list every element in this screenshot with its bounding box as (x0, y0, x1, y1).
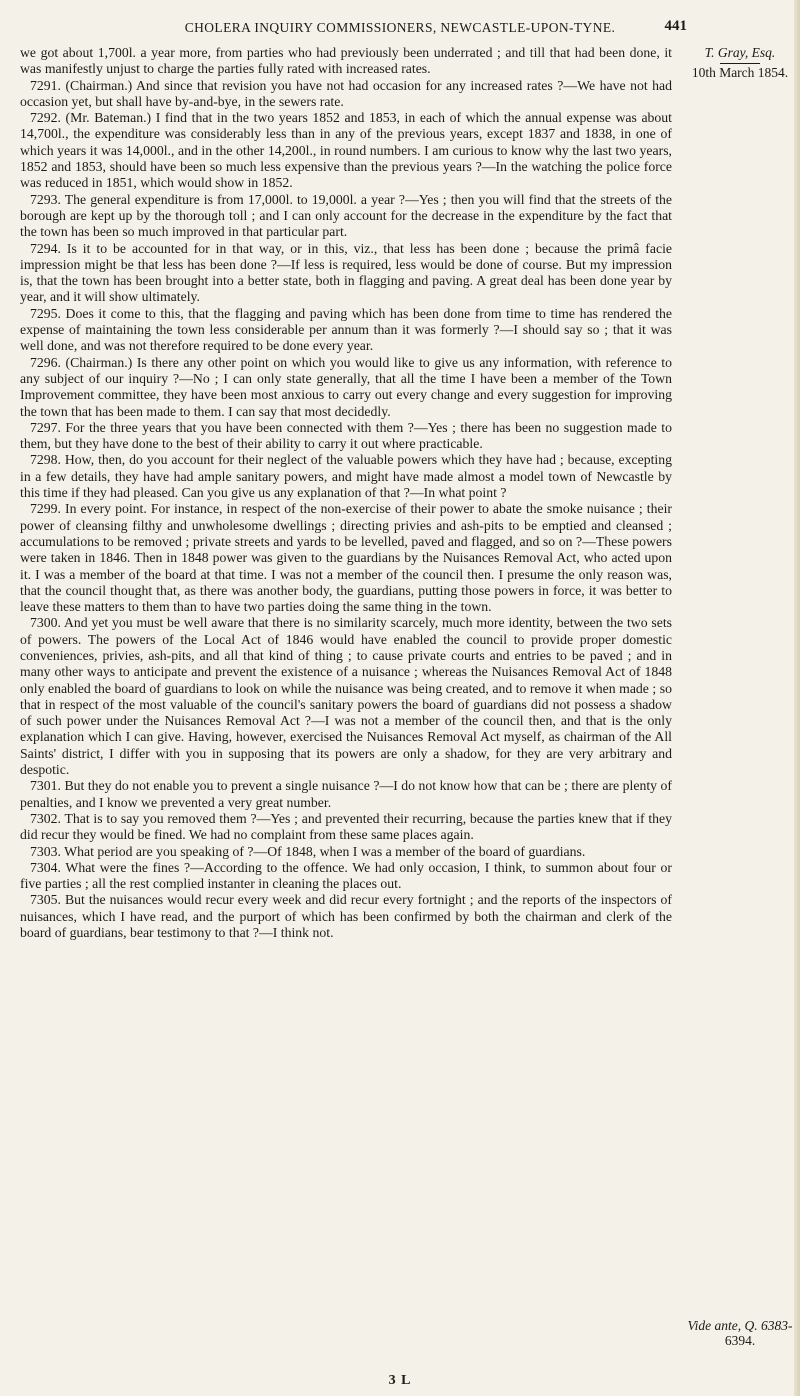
running-title: CHOLERA INQUIRY COMMISSIONERS, NEWCASTLE-UPON-TYNE. (184, 20, 616, 35)
paragraph: 7294. Is it to be accounted for in that way, or in this, viz., that less has been done ; because the primâ facie impression might be that less has been done ?—If less is required, less would be done of course. But my impression is, that the town has been brought into a better state, both in flagging and paving. A great deal has been done year by year, and it will show ultimately. (20, 240, 672, 305)
paragraph: 7301. But they do not enable you to prevent a single nuisance ?—I do not know how that can be ; there are plenty of penalties, and I know we prevented a very great number. (20, 778, 672, 810)
paragraph: 7296. (Chairman.) Is there any other point on which you would like to give us any information, with reference to any subject of our inquiry ?—No ; I can only state generally, that all the time I have been a member of the Town Improvement committee, they have been most anxious to carry out every change and every suggestion for improving the town that has been made to them. I can say that most decidedly. (20, 354, 672, 419)
paragraph: 7302. That is to say you removed them ?—Yes ; and prevented their recurring, because the parties knew that if they did recur they would be fined. We had no complaint from these same places again. (20, 810, 672, 843)
page-number: 441 (664, 18, 687, 34)
page-edge (794, 0, 800, 1396)
vide-reference: Vide ante, Q. 6383- (687, 1318, 793, 1333)
signature-mark: 3 L (388, 1373, 412, 1388)
witness-name: T. Gray, Esq. (704, 45, 776, 60)
paragraph: 7298. How, then, do you account for their neglect of the valuable powers which they have had ; because, excepting in a few details, they have had ample sanitary powers, and might have made almost a model town of Newcastle by this time if they had pleased. Can you give us any explanation of that ?—In what point ? (20, 452, 672, 501)
paragraph: 7299. In every point. For instance, in respect of the non-exercise of their power to abate the smoke nuisance ; their power of cleansing filthy and unwholesome dwellings ; directing privies and ash-pits to be emptied and cleansed ; accumulations to be removed ; private streets and yards to be levelled, paved and flagged, and so on ?—These powers were taken in 1846. Then in 1848 power was given to the guardians by the Nuisances Removal Act, who acted upon it. I was a member of the board at that time. I was not a member of the council then. I presume the only reason was, that the council thought that, as there was another body, the guardians, putting those powers in force, it was better to leave these matters to them than to have two parties doing the same thing in the town. (20, 501, 672, 615)
witness-date: 10th March 1854. (691, 65, 789, 80)
testimony-body (20, 45, 672, 941)
paragraph: we got about 1,700l. a year more, from parties who had previously been underrated ; and till that had been done, it was manifestly unjust to charge the parties fully rated with increased rates. (20, 45, 672, 77)
margin-rule (720, 63, 760, 64)
vide-reference-continued: 6394. (724, 1333, 756, 1348)
paragraph: 7305. But the nuisances would recur every week and did recur every fortnight ; and the reports of the inspectors of nuisances, which I have read, and the purport of which has been confirmed by both the chairman and clerk of the board of guardians, bear testimony to that ?—I think not. (20, 892, 672, 941)
paragraph: 7304. What were the fines ?—According to the offence. We had only occasion, I think, to summon about four or five parties ; all the rest complied instanter in cleaning the places out. (20, 859, 672, 892)
paragraph: 7297. For the three years that you have been connected with them ?—Yes ; there has been no suggestion made to them, but they have done to the best of their ability to carry it out where practicable. (20, 419, 672, 452)
witness-margin-note (684, 45, 796, 80)
paragraph: 7293. The general expenditure is from 17,000l. to 19,000l. a year ?—Yes ; then you will find that the streets of the borough are kept up by the thorough toll ; and I can only account for the decrease in the expenditure by the fact that the town has been so much improved in that particular part. (20, 191, 672, 240)
paragraph: 7291. (Chairman.) And since that revision you have not had occasion for any increased rates ?—We have not had occasion yet, but shall have by-and-bye, in the sewers rate. (20, 77, 672, 109)
paragraph: 7303. What period are you speaking of ?—Of 1848, when I was a member of the board of guardians. (30, 843, 586, 859)
paragraph: 7295. Does it come to this, that the flagging and paving which has been done from time to time has rendered the expense of maintaining the town less considerable per annum than it was formerly ?—I should say so ; that it was well done, and was not therefore required to be done every year. (20, 305, 672, 354)
paragraph: 7292. (Mr. Bateman.) I find that in the two years 1852 and 1853, in each of which the annual expense was about 14,700l., the expenditure was considerably less than in any of the previous years, except 1837 and 1838, in one of which years it was 14,000l., and in the other 14,200l., in round numbers. I am curious to know why the last two years, 1852 and 1853, should have been so much less expensive than the previous years ?—In the watching the police force was reduced in 1851, which would show in 1852. (20, 110, 672, 191)
paragraph: 7300. And yet you must be well aware that there is no similarity scarcely, much more identity, between the two sets of powers. The powers of the Local Act of 1846 would have enabled the council to provide proper domestic conveniences, privies, ash-pits, and all that kind of thing ; to cause private courts and entries to be paved ; and in many other ways to anticipate and prevent the existence of a nuisance ; whereas the Nuisances Removal Act of 1848 only enabled the board of guardians to look on while the nuisance was being created, and to remove it when made ; so that in respect of the most valuable of the council's sanitary powers the board of guardians did not possess a shadow of such power under the Nuisances Removal Act ?—I was not a member of the council then, and that is the only explanation which I can give. Having, however, exercised the Nuisances Removal Act myself, as chairman of the All Saints' district, I differ with you in supposing that its powers are only a shadow, for they are very arbitrary and despotic. (20, 615, 672, 778)
vide-margin-note (684, 1318, 796, 1348)
